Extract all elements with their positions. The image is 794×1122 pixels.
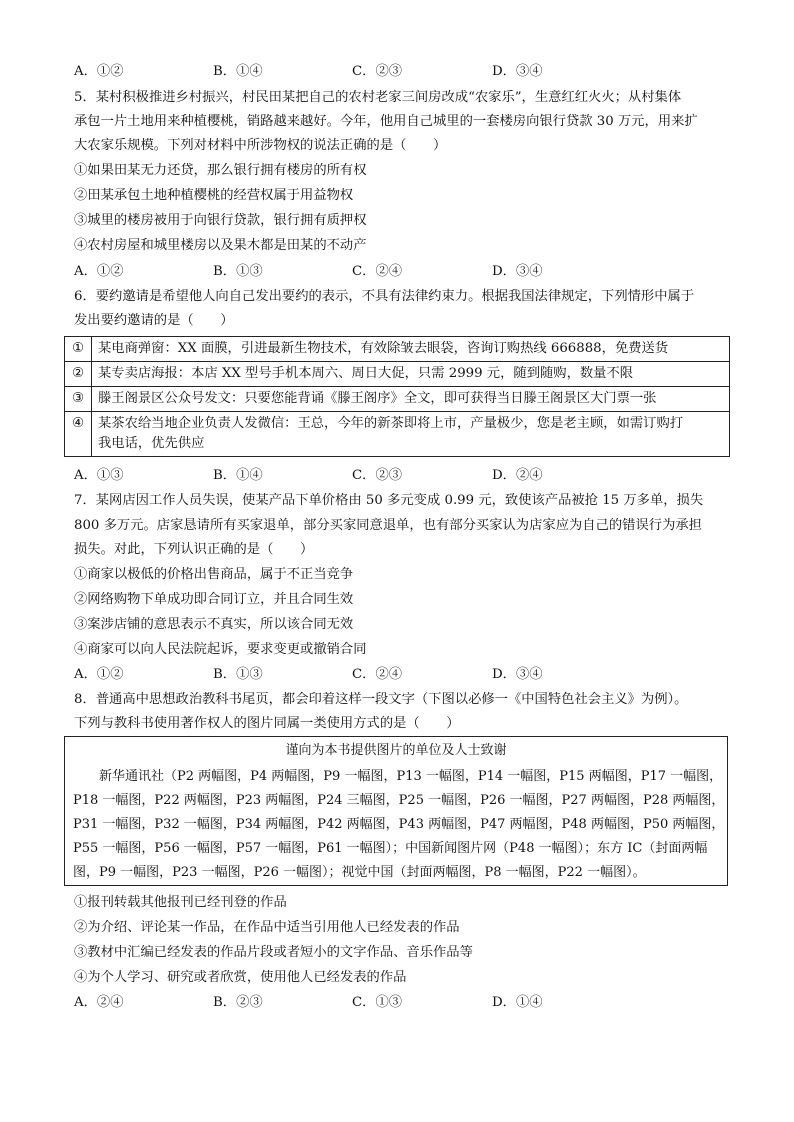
q5-statement: ③城里的楼房被用于向银行贷款，银行拥有质押权 <box>74 213 367 228</box>
row-text-line: 某茶农给当地企业负责人发微信：王总，今年的新茶即将上市，产量极少，您是老主顾，如需订购打 <box>98 416 684 431</box>
row-text-line: 滕王阁景区公众号发文：只要您能背诵《滕王阁序》全文，即可获得当日滕王阁景区大门票一张 <box>98 391 657 406</box>
q8-option-c: C．①③ <box>352 995 403 1010</box>
table-row <box>65 337 730 362</box>
q5-option-a: A．①② <box>74 264 124 279</box>
q4-option-a: A．①② <box>74 64 124 79</box>
credits-line: 新华通讯社（P2 两幅图，P4 两幅图，P9 一幅图，P13 一幅图，P14 一幅图，P15 两幅图，P17 一幅图， <box>73 769 723 784</box>
row-number: ① <box>65 337 92 362</box>
row-text <box>92 387 730 412</box>
credits-line: P18 一幅图，P22 两幅图，P23 两幅图，P24 三幅图，P25 一幅图，P26 一幅图，P27 两幅图，P28 两幅图， <box>73 793 725 808</box>
table-row <box>65 387 730 412</box>
credits-line: 图，P9 一幅图，P23 一幅图，P26 一幅图）；视觉中国（封面两幅图，P8 一幅图，P22 一幅图）。 <box>73 865 646 880</box>
q5-statement: ④农村房屋和城里楼房以及果木都是田某的不动产 <box>74 238 367 253</box>
q7-option-a: A．①② <box>74 667 124 682</box>
q8-stem-line: 8．普通高中思想政治教科书尾页，都会印着这样一段文字（下图以必修一《中国特色社会主义》为例）。 <box>74 692 688 707</box>
q7-stem-line: 800 多万元。店家恳请所有买家退单，部分买家同意退单，也有部分买家认为店家应为自己的错误行为承担 <box>74 518 702 533</box>
q6-stem-line: 6．要约邀请是希望他人向自己发出要约的表示，不具有法律约束力。根据我国法律规定，下列情形中属于 <box>74 289 695 304</box>
q6-option-d: D．②④ <box>492 468 543 483</box>
q7-stem-line: 7．某网店因工作人员失误，使某产品下单价格由 50 多元变成 0.99 元，致使该产品被抢 15 万多单，损失 <box>74 493 704 508</box>
table-row <box>65 412 730 457</box>
q5-stem-line: 5．某村积极推进乡村振兴，村民田某把自己的农村老家三间房改成“农家乐”，生意红红火火；从村集体 <box>74 90 682 105</box>
q6-stem-line: 发出要约邀请的是（ ） <box>74 313 234 328</box>
row-text-line: 某电商弹窗：XX 面膜，引进最新生物技术，有效除皱去眼袋，咨询订购热线 666888，免费送货 <box>98 341 669 356</box>
q4-option-b: B．①④ <box>213 64 263 79</box>
q5-option-d: D．③④ <box>492 264 543 279</box>
q6-option-a: A．①③ <box>74 468 124 483</box>
row-text <box>92 362 730 387</box>
q8-stem-line: 下列与教科书使用著作权人的图片同属一类使用方式的是（ ） <box>74 716 460 731</box>
q8-option-a: A．②④ <box>74 995 124 1010</box>
q7-option-d: D．③④ <box>492 667 543 682</box>
q5-statement: ①如果田某无力还贷，那么银行拥有楼房的所有权 <box>74 163 367 178</box>
row-text-line: 我电话，优先供应 <box>98 436 205 451</box>
q8-statement: ④为个人学习、研究或者欣赏，使用他人已经发表的作品 <box>74 970 407 985</box>
q8-statement: ①报刊转载其他报刊已经刊登的作品 <box>74 895 287 910</box>
q4-option-c: C．②③ <box>352 64 403 79</box>
q5-stem-line: 承包一片土地用来种植樱桃，销路越来越好。今年，他用自己城里的一套楼房向银行贷款 30 万元，用来扩 <box>74 114 698 129</box>
q5-option-c: C．②④ <box>352 264 403 279</box>
credits-line: P55 一幅图，P56 一幅图，P57 一幅图，P61 一幅图）；中国新闻图片网（P48 一幅图）；东方 IC（封面两幅 <box>73 841 708 856</box>
q6-option-c: C．②③ <box>352 468 403 483</box>
credits-title: 谨向为本书提供图片的单位及人士致谢 <box>285 743 507 758</box>
q7-statement: ②网络购物下单成功即合同订立，并且合同生效 <box>74 592 354 607</box>
q7-statement: ①商家以极低的价格出售商品，属于不正当竞争 <box>74 567 354 582</box>
q7-stem-line: 损失。对此，下列认识正确的是（ ） <box>74 542 314 557</box>
q7-option-c: C．②④ <box>352 667 403 682</box>
row-text-line: 某专卖店海报：本店 XX 型号手机本周六、周日大促，只需 2999 元，随到随购，数量不限 <box>98 366 634 381</box>
row-number: ③ <box>65 387 92 412</box>
row-text <box>92 337 730 362</box>
q5-statement: ②田某承包土地种植樱桃的经营权属于用益物权 <box>74 188 354 203</box>
row-text <box>92 412 730 457</box>
q7-statement: ④商家可以向人民法院起诉，要求变更或撤销合同 <box>74 642 367 657</box>
q8-option-b: B．②③ <box>213 995 263 1010</box>
row-number: ② <box>65 362 92 387</box>
q8-statement: ②为介绍、评论某一作品，在作品中适当引用他人已经发表的作品 <box>74 920 460 935</box>
credits-line: P31 一幅图，P32 一幅图，P34 两幅图，P42 两幅图，P43 两幅图，P47 两幅图，P48 两幅图，P50 两幅图， <box>73 817 725 832</box>
q7-option-b: B．①③ <box>213 667 263 682</box>
q6-situation-table <box>64 336 730 457</box>
q7-statement: ③案涉店铺的意思表示不真实，所以该合同无效 <box>74 617 354 632</box>
q4-option-d: D．③④ <box>492 64 543 79</box>
q8-option-d: D．①④ <box>492 995 543 1010</box>
q8-statement: ③教材中汇编已经发表的作品片段或者短小的文字作品、音乐作品等 <box>74 945 473 960</box>
q6-option-b: B．①④ <box>213 468 263 483</box>
table-row <box>65 362 730 387</box>
row-number: ④ <box>65 412 92 457</box>
q5-option-b: B．①③ <box>213 264 263 279</box>
q5-stem-line: 大农家乐规模。下列对材料中所涉物权的说法正确的是（ ） <box>74 138 447 153</box>
textbook-credits-box <box>64 736 728 886</box>
